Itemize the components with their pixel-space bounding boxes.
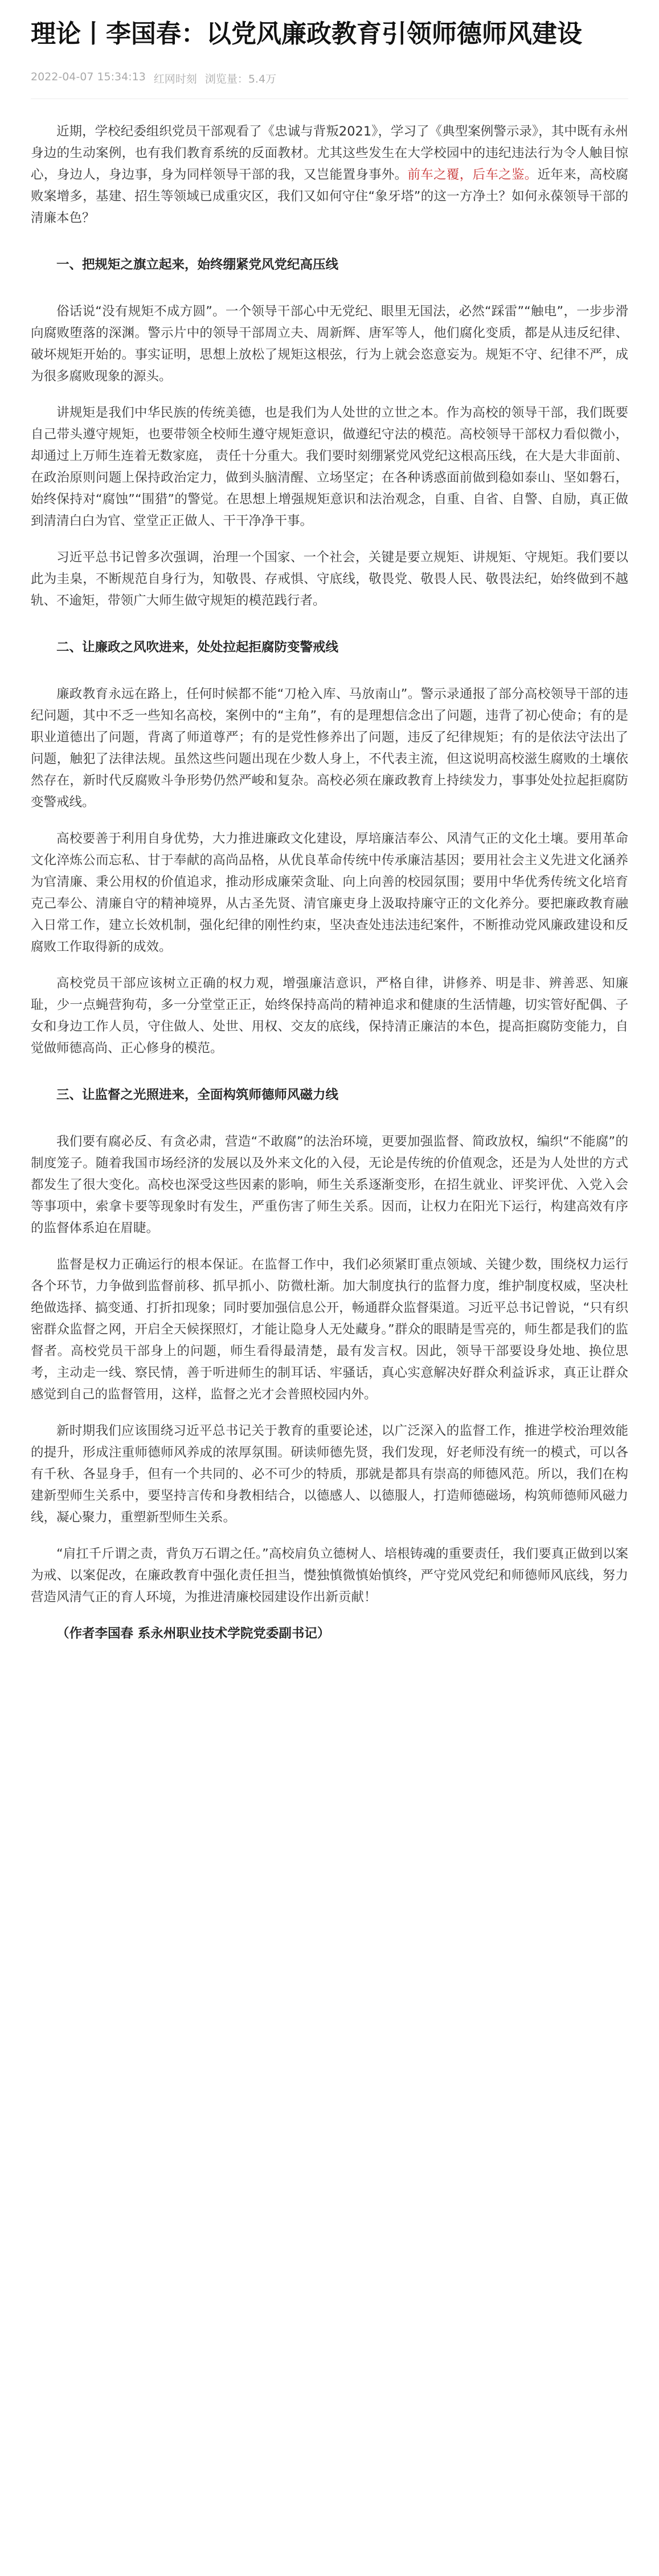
article-title: 理论丨李国春：以党风廉政教育引领师德师风建设 [31,19,582,48]
section-3-paragraph-2: 监督是权力正确运行的根本保证。在监督工作中，我们必须紧盯重点领域、关键少数，围绕权力运行各个环节，力争做到监督前移、抓早抓小、防微杜渐。加大制度执行的监督力度，维护制度权威，坚决杜绝做选择、搞变通、打折扣现象；同时要加强信息公开，畅通群众监督渠道。习近平总书记曾说，“只有织密群众监督之网，开启全天候探照灯，才能让隐身人无处藏身。”群众的眼睛是雪亮的，师生都是我们的监督者。高校党员干部身上的问题，师生看得最清楚，最有发言权。因此，领导干部要设身处地、换位思考，主动走一线、察民情，善于听进师生的制耳话、牢骚话，真心实意解决好群众利益诉求，真正让群众感觉到自己的监督管用，这样，监督之光才会普照校园内外。 [31,1257,628,1402]
section-1-paragraph-3: 习近平总书记曾多次强调，治理一个国家、一个社会，关键是要立规矩、讲规矩、守规矩。我们要以此为圭臬，不断规范自身行为，知敬畏、存戒惧、守底线，敬畏党、敬畏人民、敬畏法纪，始终做到不越轨、不逾矩，带领广大师生做守规矩的模范践行者。 [31,550,628,608]
section-3-paragraph-4: “肩扛千斤谓之责，背负万石谓之任。”高校肩负立德树人、培根铸魂的重要责任，我们要真正做到以案为戒、以案促改，在廉政教育中强化责任担当，憷独慎微慎始慎终，严守党风党纪和师德师风底线，努力营造风清气正的育人环境，为推进清廉校园建设作出新贡献！ [31,1547,628,1605]
section-2-paragraph-3: 高校党员干部应该树立正确的权力观，增强廉洁意识，严格自律，讲修养、明是非、辨善恶、知廉耻，少一点蝇营狗苟，多一分堂堂正正，始终保持高尚的精神追求和健康的生活情趣，切实管好配偶、子女和身边工作人员，守住做人、处世、用权、交友的底线，保持清正廉洁的本色，提高拒腐防变能力，自觉做师德高尚、正心修身的模范。 [31,976,628,1056]
intro-text-1: 近期，学校纪委组织党员干部观看了《忠诚与背叛2021》，学习了《典型案例警示录》，其中既有永州身边的生动案例，也有我们教育系统的反面教材。尤其这些发生在大学校园中的违纪违法行为令人触目惊心，身边人，身边事，身为同样领导干部的我，又岂能置身事外。 [31,124,628,182]
section-1-heading: 一、把规矩之旗立起来，始终绷紧党风党纪高压线 [56,257,339,272]
article-meta [31,71,628,86]
publish-date: 2022-04-07 15:34:13 [31,71,146,83]
section-2-paragraph-1: 廉政教育永远在路上，任何时候都不能“刀枪入库、马放南山”。警示录通报了部分高校领导干部的违纪问题，其中不乏一些知名高校，案例中的“主角”，有的是理想信念出了问题，违背了初心使命；有的是职业道德出了问题，背离了师道尊严；有的是党性修养出了问题，违反了纪律规矩；有的是依法守法出了问题，触犯了法律法规。虽然这些问题出现在少数人身上，不代表主流，但这说明高校滋生腐败的土壤依然存在，新时代反腐败斗争形势仍然严峻和复杂。高校必须在廉政教育上持续发力，事事处处拉起拒腐防变警戒线。 [31,687,628,810]
section-3-paragraph-3: 新时期我们应该围绕习近平总书记关于教育的重要论述，以广泛深入的监督工作，推进学校治理效能的提升，形成注重师德师风养成的浓厚氛围。研读师德先贤，我们发现，好老师没有统一的模式，可以各有千秋、各显身手，但有一个共同的、必不可少的特质，那就是都具有崇高的师德风范。所以，我们在构建新型师生关系中，要坚持言传和身教相结合，以德感人、以德服人，打造师德磁场，构筑师德师风磁力线，凝心聚力，重塑新型师生关系。 [31,1424,628,1525]
section-2-heading: 二、让廉政之风吹进来，处处拉起拒腐防变警戒线 [56,640,339,655]
intro-text-2: 近年来，高校腐败案增多，基建、招生等领域已成重灾区，我们又如何守住“象牙塔”的这一方净土？如何永葆领导干部的清廉本色？ [31,167,628,225]
author-signature: （作者李国春 系永州职业技术学院党委副书记） [56,1626,330,1641]
source-link[interactable]: 红网时刻 [153,73,197,85]
intro-highlight: 前车之覆，后车之鉴。 [407,167,538,182]
article-body [31,121,628,1644]
view-count: 浏览量：5.4万 [204,73,277,85]
section-1-paragraph-1: 俗话说“没有规矩不成方圆”。一个领导干部心中无党纪、眼里无国法，必然“踩雷”“触电”，一步步滑向腐败堕落的深渊。警示片中的领导干部周立夫、周新辉、唐军等人，他们腐化变质，都是从违反纪律、破坏规矩开始的。事实证明，思想上放松了规矩这根弦，行为上就会恣意妄为。规矩不守、纪律不严，成为很多腐败现象的源头。 [31,304,628,384]
section-2-paragraph-2: 高校要善于利用自身优势，大力推进廉政文化建设，厚培廉洁奉公、风清气正的文化土壤。要用革命文化淬炼公而忘私、甘于奉献的高尚品格，从优良革命传统中传承廉洁基因；要用社会主义先进文化涵养为官清廉、秉公用权的价值追求，推动形成廉荣贪耻、向上向善的校园氛围；要用中华优秀传统文化培育克己奉公、清廉自守的精神境界，从古圣先贤、清官廉吏身上汲取持廉守正的文化养分。要把廉政教育融入日常工作，建立长效机制，强化纪律的刚性约束，坚决查处违法违纪案件，不断推动党风廉政建设和反腐败工作取得新的成效。 [31,831,628,954]
section-3-paragraph-1: 我们要有腐必反、有贪必肃，营造“不敢腐”的法治环境，更要加强监督、简政放权，编织“不能腐”的制度笼子。随着我国市场经济的发展以及外来文化的入侵，无论是传统的价值观念，还是为人处世的方式都发生了很大变化。高校也深受这些因素的影响，师生关系逐渐变形，在招生就业、评奖评优、入党入会等事项中，索拿卡要等现象时有发生，严重伤害了师生关系。因而，让权力在阳光下运行，构建高效有序的监督体系迫在眉睫。 [31,1134,628,1236]
section-3-heading: 三、让监督之光照进来，全面构筑师德师风磁力线 [56,1088,339,1102]
section-1-paragraph-2: 讲规矩是我们中华民族的传统美德，也是我们为人处世的立世之本。作为高校的领导干部，我们既要自己带头遵守规矩，也要带领全校师生遵守规矩意识，做遵纪守法的模范。高校领导干部权力看似微小，却通过上万师生连着无数家庭， 责任十分重大。我们要时刻绷紧党风党纪这根高压线，在大是大非面前、在政治原则问题上保持政治定力，做到头脑清醒、立场坚定；在各种诱惑面前做到稳如泰山、坚如磐石，始终保持对“腐蚀”“围猎”的警觉。在思想上增强规矩意识和法治观念，自重、自省、自警、自励，真正做到清清白白为官、堂堂正正做人、干干净净干事。 [31,405,628,528]
intro-paragraph [31,121,628,229]
